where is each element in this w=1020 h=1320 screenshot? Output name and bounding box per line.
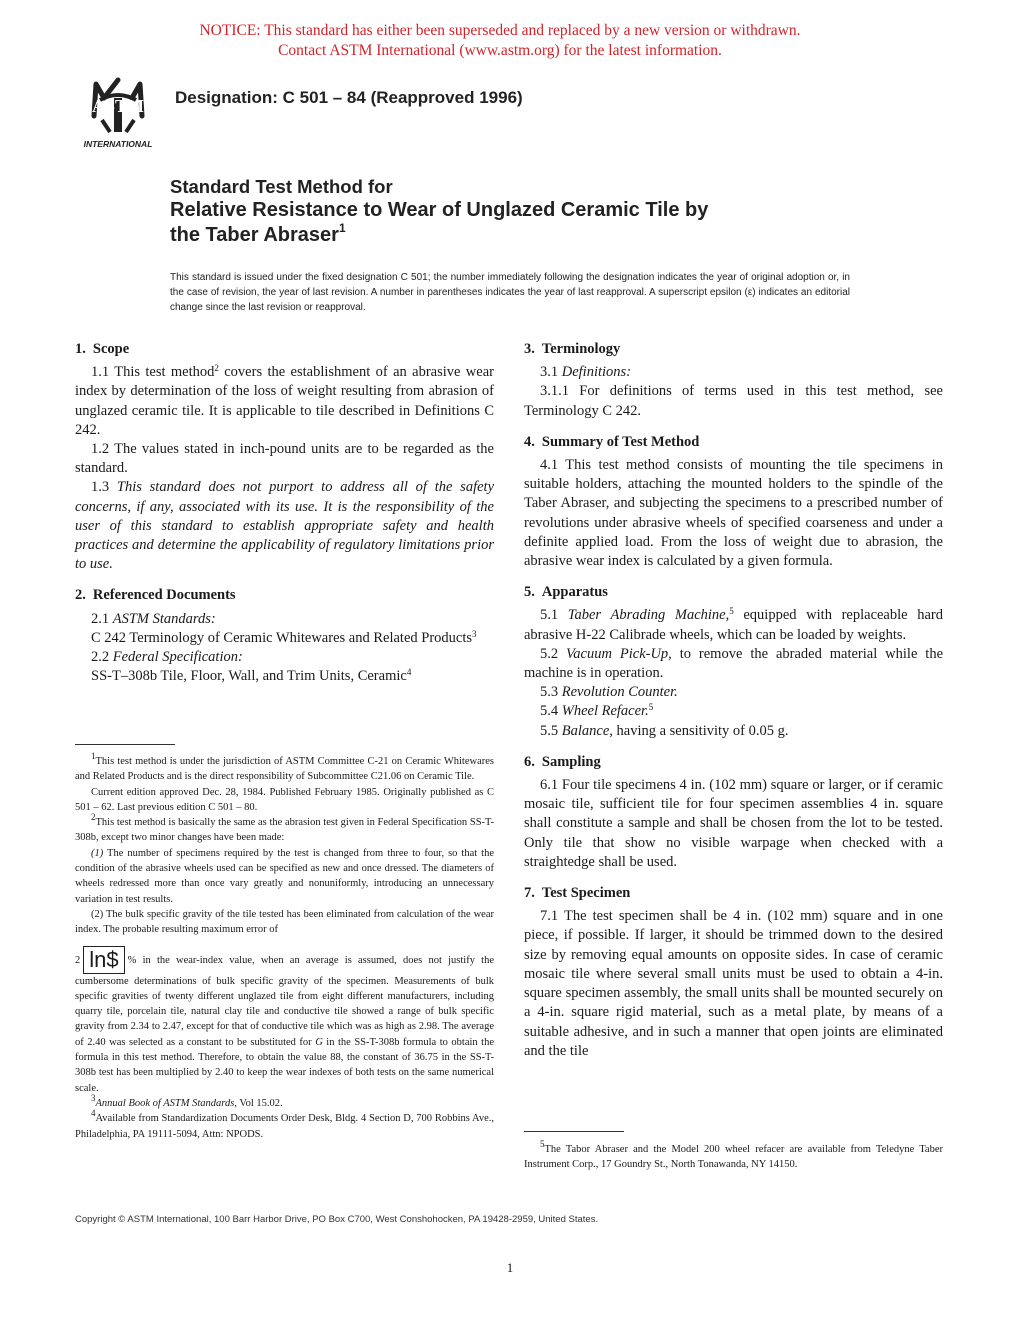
- paragraph-5-2: 5.2 Vacuum Pick-Up, to remove the abraded material while the machine is in operation.: [524, 645, 944, 682]
- astm-logo: [74, 76, 162, 150]
- notice-line-1: NOTICE: This standard has either been superseded and replaced by a new version or withdrawn.: [199, 22, 801, 39]
- paragraph-7-1: 7.1 The test specimen shall be 4 in. (102 mm) square and in one piece, if possible. If larger, it should be trimmed down to the desired size by removing equal amounts on opposite sides. In case of ceramic mosaic tile where several small units must be used to obtain a 4-in. square specimen assembly, the small units shall be mounted securely on a 4-in. square rigid material, such as a metal plate, by means of a suitable adhesive, and in such a manner that open joints are eliminated and the tile: [524, 908, 943, 1059]
- footnote-2-item-1: (1) The number of specimens required by the test is changed from three to four, so that the condition of the abrasive wheels used can be specified as new and once dressed. The diameters of wheels redressed more than once vary greatly and nonuniformly, introducing an unnecessary variation in test results.: [75, 847, 494, 905]
- title-pre: Standard Test Method for: [170, 176, 393, 197]
- footnote-rule-left: [75, 744, 175, 745]
- right-column: [524, 340, 943, 1073]
- designation: Designation: C 501 – 84 (Reapproved 1996): [175, 88, 523, 107]
- section-title: Test Specimen: [541, 885, 631, 902]
- footnote-1: $^1$This test method is under the jurisdiction of ASTM Committee C-21 on Ceramic Whitewares and Related Products and is the direct responsibility of Subcommittee C21.06 on Ceramic Tile.: [75, 751, 494, 783]
- title-line-2: Relative Resistance to Wear of Unglazed Ceramic Tile by: [170, 199, 709, 221]
- section-sampling: [524, 753, 943, 872]
- section-apparatus: [524, 583, 943, 741]
- section-referenced-documents: [75, 586, 494, 686]
- section-number: 5.: [524, 584, 535, 601]
- section-summary: [524, 433, 943, 571]
- reference-c242: C 242 Terminology of Ceramic Whitewares and Related Products$^3$: [91, 628, 477, 646]
- section-number: 7.: [524, 885, 535, 902]
- section-title: Summary of Test Method: [541, 433, 700, 450]
- paragraph-3-1: 3.1 Definitions:: [540, 364, 632, 381]
- section-number: 1.: [75, 341, 86, 357]
- section-title: Scope: [92, 341, 130, 357]
- paragraph-5-3: 5.3 Revolution Counter.: [540, 684, 678, 701]
- title-line-3: the Taber Abraser: [170, 224, 339, 246]
- section-title: Sampling: [541, 753, 601, 770]
- footnote-5: $^5$The Tabor Abraser and the Model 200 wheel refacer are available from Teledyne Taber Instrument Corp., 17 Goundry St., North Tonawanda, NY 14150.: [524, 1139, 943, 1171]
- section-terminology: [524, 340, 943, 421]
- notice-line-2: Contact ASTM International (www.astm.org) for the latest information.: [278, 42, 722, 59]
- section-test-specimen: [524, 884, 943, 1061]
- section-number: 3.: [524, 341, 535, 357]
- footnote-1-edition: Current edition approved Dec. 28, 1984. Published February 1985. Originally published as C 501 – 62. Last previous edition C 501 – 80.: [75, 786, 494, 813]
- section-number: 4.: [524, 433, 535, 450]
- reference-ss-t-308b: SS-T–308b Tile, Floor, Wall, and Trim Units, Ceramic$^4$: [91, 667, 412, 685]
- paragraph-5-5: 5.5 Balance, having a sensitivity of 0.05 g.: [540, 722, 789, 739]
- section-scope: [75, 340, 494, 574]
- section-title: Referenced Documents: [92, 587, 236, 604]
- section-number: 2.: [75, 587, 86, 604]
- logo-letters: ASTM: [91, 96, 145, 116]
- copyright: Copyright © ASTM International, 100 Barr Harbor Drive, PO Box C700, West Conshohocken, PA 19428-2959, United States.: [75, 1214, 599, 1225]
- paragraph-2-2: 2.2 Federal Specification:: [91, 649, 243, 666]
- paragraph-5-1: 5.1 Taber Abrading Machine,$^5$ equipped with replaceable hard abrasive H-22 Calibrade wheels, which can be loaded by weights.: [524, 606, 943, 643]
- paragraph-1-2: 1.2 The values stated in inch-pound units are to be regarded as the standard.: [75, 441, 494, 477]
- footnote-3: $^3$Annual Book of ASTM Standards, Vol 15.02.: [91, 1092, 283, 1109]
- paragraph-1-3: 1.3 This standard does not purport to address all of the safety concerns, if any, associated with its use. It is the responsibility of the user of this standard to establish appropriate safety and health practices and determine the applicability of regulatory limitations prior to use.: [75, 479, 495, 573]
- paragraph-4-1: 4.1 This test method consists of mounting the tile specimens in suitable holders, attaching the mounted holders to the spindle of the Taber Abraser, and subjecting the specimens to a prescribed number of revolutions under abrasive wheels of specified coarseness and under a definite applied load. From the loss of weight due to abrasion, the abrasive wear index is calculated by a given formula.: [524, 457, 943, 570]
- footnotes-right: [524, 1139, 943, 1173]
- section-title: Apparatus: [541, 584, 608, 601]
- document-title: [170, 176, 850, 248]
- paragraph-6-1: 6.1 Four tile specimens 4 in. (102 mm) square or larger, or if ceramic mosaic tile, sufficient tile for four specimen assemblies 4 in. square shall constitute a sample and shall be chosen from the lot to be tested. Only tile that show no visible warpage when checked with a straightedge shall be used.: [524, 777, 943, 870]
- logo-text: INTERNATIONAL: [83, 139, 153, 149]
- section-title: Terminology: [541, 341, 621, 357]
- paragraph-1-1: 1.1 This test method$^2$ covers the establishment of an abrasive wear index by determination of the loss of weight resulting from abrasion of unglazed ceramic tile. It is applicable to tile described in Definitions C 242.: [75, 363, 494, 438]
- page-number: 1: [506, 1260, 514, 1275]
- footnotes-left: [75, 751, 494, 1142]
- paragraph-3-1-1: 3.1.1 For definitions of terms used in this test method, see Terminology C 242.: [524, 383, 943, 419]
- footnote-2-item-2: (2) The bulk specific gravity of the tile tested has been eliminated from calculation of the wear index. The probable resulting maximum error of: [75, 908, 494, 936]
- footnote-4: $^4$Available from Standardization Documents Order Desk, Bldg. 4 Section D, 700 Robbins Ave., Philadelphia, PA 19111-5094, Attn: NPODS.: [75, 1108, 494, 1140]
- issuance-note: This standard is issued under the fixed designation C 501; the number immediately following the designation indicates the year of original adoption or, in the case of revision, the year of last revision. A number in parentheses indicates the year of last reapproval. A superscript epsilon (ε) indicates an editorial change since the last revision or reapproval.: [170, 272, 850, 313]
- footnote-rule-right: [524, 1131, 624, 1132]
- formula-image: ln$: [83, 946, 124, 974]
- paragraph-2-1: 2.1 ASTM Standards:: [91, 610, 216, 627]
- paragraph-5-4: 5.4 Wheel Refacer.$^5$: [540, 702, 654, 720]
- footnote-2-continuation: 2 ln$ % in the wear-index value, when an average is assumed, does not justify the cumbersome determinations of bulk specific gravity of the specimen. Measurements of bulk specific gravities of twenty different unglazed tile from eight different manufacturers, including quarry tile, porcelain tile, natural clay tile and conductive tile showed a range of bulk specific gravity from 2.34 to 2.47, except for that of conductive tile which was as high as 2.98. The average of 2.40 was selected as a constant to be substituted for G in the SS-T-308b formula to obtain the formula in this test method. Therefore, to obtain the value 88, the constant of 36.75 in the SS-T-308b test has been multiplied by 2.40 to keep the wear indexes of both tests on the same numerical scale.: [75, 946, 494, 1094]
- left-column: [75, 340, 494, 698]
- section-number: 6.: [524, 753, 535, 770]
- title-footnote-ref: 1: [338, 221, 346, 235]
- footnote-2: $^2$This test method is basically the same as the abrasion test given in Federal Specification SS-T-308b, except two minor changes have been made:: [75, 812, 494, 844]
